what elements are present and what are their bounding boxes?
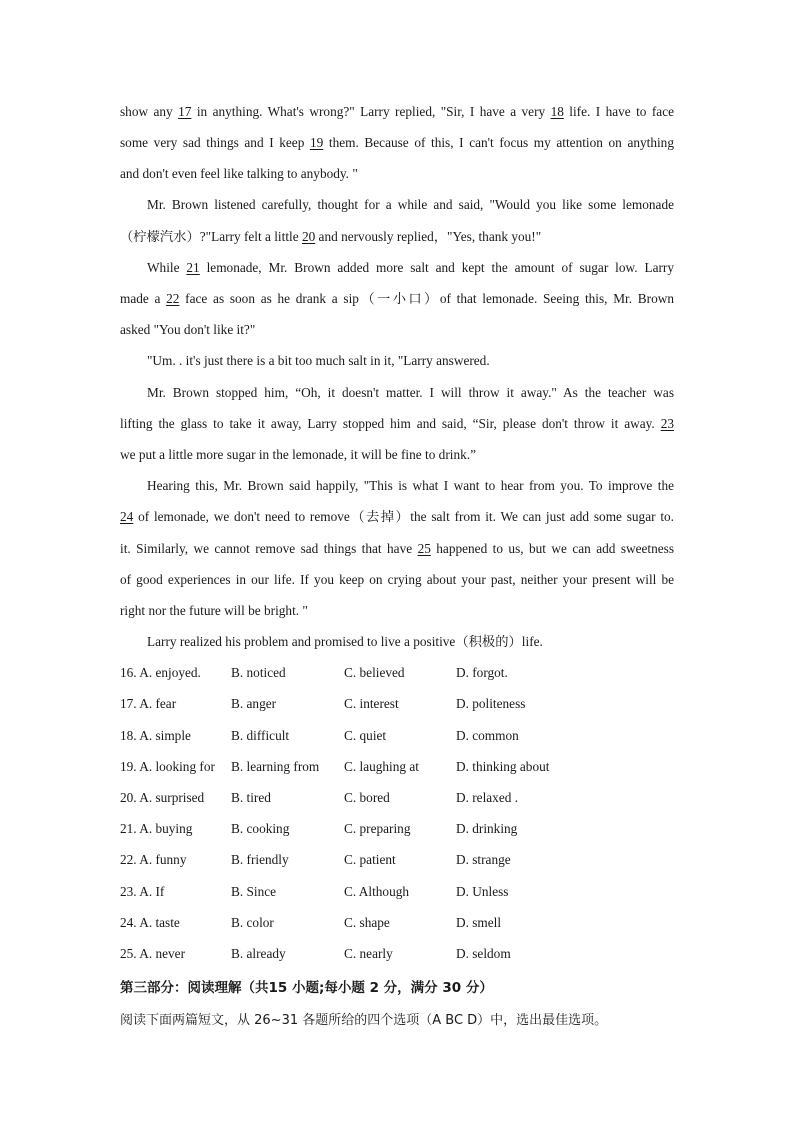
option-d: D. politeness (456, 696, 526, 711)
option-d: D. thinking about (456, 759, 550, 774)
option-b: B. already (231, 946, 286, 961)
blank-18: 18 (550, 104, 564, 119)
blank-23: 23 (660, 416, 674, 431)
blank-25: 25 (417, 541, 431, 556)
passage-line: show any 17 in anything. What's wrong?" Larry replied, "Sir, I have a very 18 life. I have to face (120, 104, 674, 119)
option-a: 16. A. enjoyed. (120, 665, 201, 680)
blank-24: 24 (120, 509, 134, 524)
option-d: D. Unless (456, 884, 509, 899)
passage-line: 24 of lemonade, we don't need to remove（去掉）the salt from it. We can just add some sugar to. (120, 509, 674, 524)
option-b: B. color (231, 915, 274, 930)
option-a: 17. A. fear (120, 696, 177, 711)
option-c: C. laughing at (344, 759, 419, 774)
passage-line: Larry realized his problem and promised to live a positive（积极的）life. (147, 634, 543, 649)
section-instruction: 阅读下面两篇短文，从 26~31 各题所给的四个选项（A BC D）中，选出最佳选项。 (120, 1013, 608, 1028)
option-a: 24. A. taste (120, 915, 180, 930)
option-c: C. bored (344, 790, 390, 805)
option-d: D. forgot. (456, 665, 508, 680)
option-b: B. learning from (231, 759, 320, 774)
option-c: C. interest (344, 696, 399, 711)
option-a: 18. A. simple (120, 728, 191, 743)
option-a: 23. A. If (120, 884, 165, 899)
option-d: D. common (456, 728, 519, 743)
option-a: 20. A. surprised (120, 790, 205, 805)
option-b: B. difficult (231, 728, 290, 743)
option-a: 21. A. buying (120, 821, 193, 836)
option-a: 19. A. looking for (120, 759, 215, 774)
passage-line: of good experiences in our life. If you keep on crying about your past, neither your present will be (120, 572, 674, 587)
passage-line: "Um. . it's just there is a bit too much salt in it, "Larry answered. (147, 353, 490, 368)
blank-21: 21 (186, 260, 200, 275)
option-b: B. friendly (231, 852, 289, 867)
option-b: B. tired (231, 790, 271, 805)
passage-line: Hearing this, Mr. Brown said happily, "This is what I want to hear from you. To improve the (147, 478, 674, 493)
option-a: 25. A. never (120, 946, 185, 961)
option-d: D. smell (456, 915, 502, 930)
passage-line: made a 22 face as soon as he drank a sip（一小口）of that lemonade. Seeing this, Mr. Brown (120, 291, 674, 306)
passage-line: （柠檬汽水）?"Larry felt a little 20 and nervously replied，"Yes, thank you!" (120, 229, 542, 244)
option-d: D. strange (456, 852, 511, 867)
option-c: C. preparing (344, 821, 411, 836)
blank-20: 20 (301, 229, 316, 244)
passage-line: some very sad things and I keep 19 them. Because of this, I can't focus my attention on anything (120, 135, 674, 150)
blank-17: 17 (178, 104, 192, 119)
option-b: B. noticed (231, 665, 286, 680)
passage-line: it. Similarly, we cannot remove sad things that have 25 happened to us, but we can add sweetness (120, 541, 674, 556)
passage-line: asked "You don't like it?" (120, 322, 256, 337)
option-d: D. relaxed . (456, 790, 519, 805)
option-c: C. patient (344, 852, 396, 867)
option-b: B. anger (231, 696, 277, 711)
blank-19: 19 (309, 135, 324, 150)
option-c: C. Although (344, 884, 410, 899)
option-c: C. shape (344, 915, 390, 930)
blank-22: 22 (166, 291, 180, 306)
option-d: D. seldom (456, 946, 511, 961)
option-c: C. believed (344, 665, 405, 680)
option-d: D. drinking (456, 821, 518, 836)
option-b: B. cooking (231, 821, 290, 836)
section-title: 第三部分：阅读理解（共15 小题;每小题 2 分，满分 30 分） (120, 980, 493, 996)
passage-line: right nor the future will be bright. " (120, 603, 308, 618)
passage-line: we put a little more sugar in the lemonade, it will be fine to drink.” (120, 447, 476, 462)
passage-line: and don't even feel like talking to anybody. " (120, 166, 358, 181)
option-c: C. nearly (344, 946, 393, 961)
option-a: 22. A. funny (120, 852, 187, 867)
passage-line: While 21 lemonade, Mr. Brown added more salt and kept the amount of sugar low. Larry (147, 260, 674, 275)
passage-line: lifting the glass to take it away, Larry stopped him and said, “Sir, please don't throw it away. 23 (120, 416, 674, 431)
passage-line: Mr. Brown stopped him, “Oh, it doesn't matter. I will throw it away." As the teacher was (147, 385, 674, 400)
passage-line: Mr. Brown listened carefully, thought for a while and said, "Would you like some lemonade (147, 197, 674, 212)
option-b: B. Since (231, 884, 277, 899)
option-c: C. quiet (344, 728, 387, 743)
